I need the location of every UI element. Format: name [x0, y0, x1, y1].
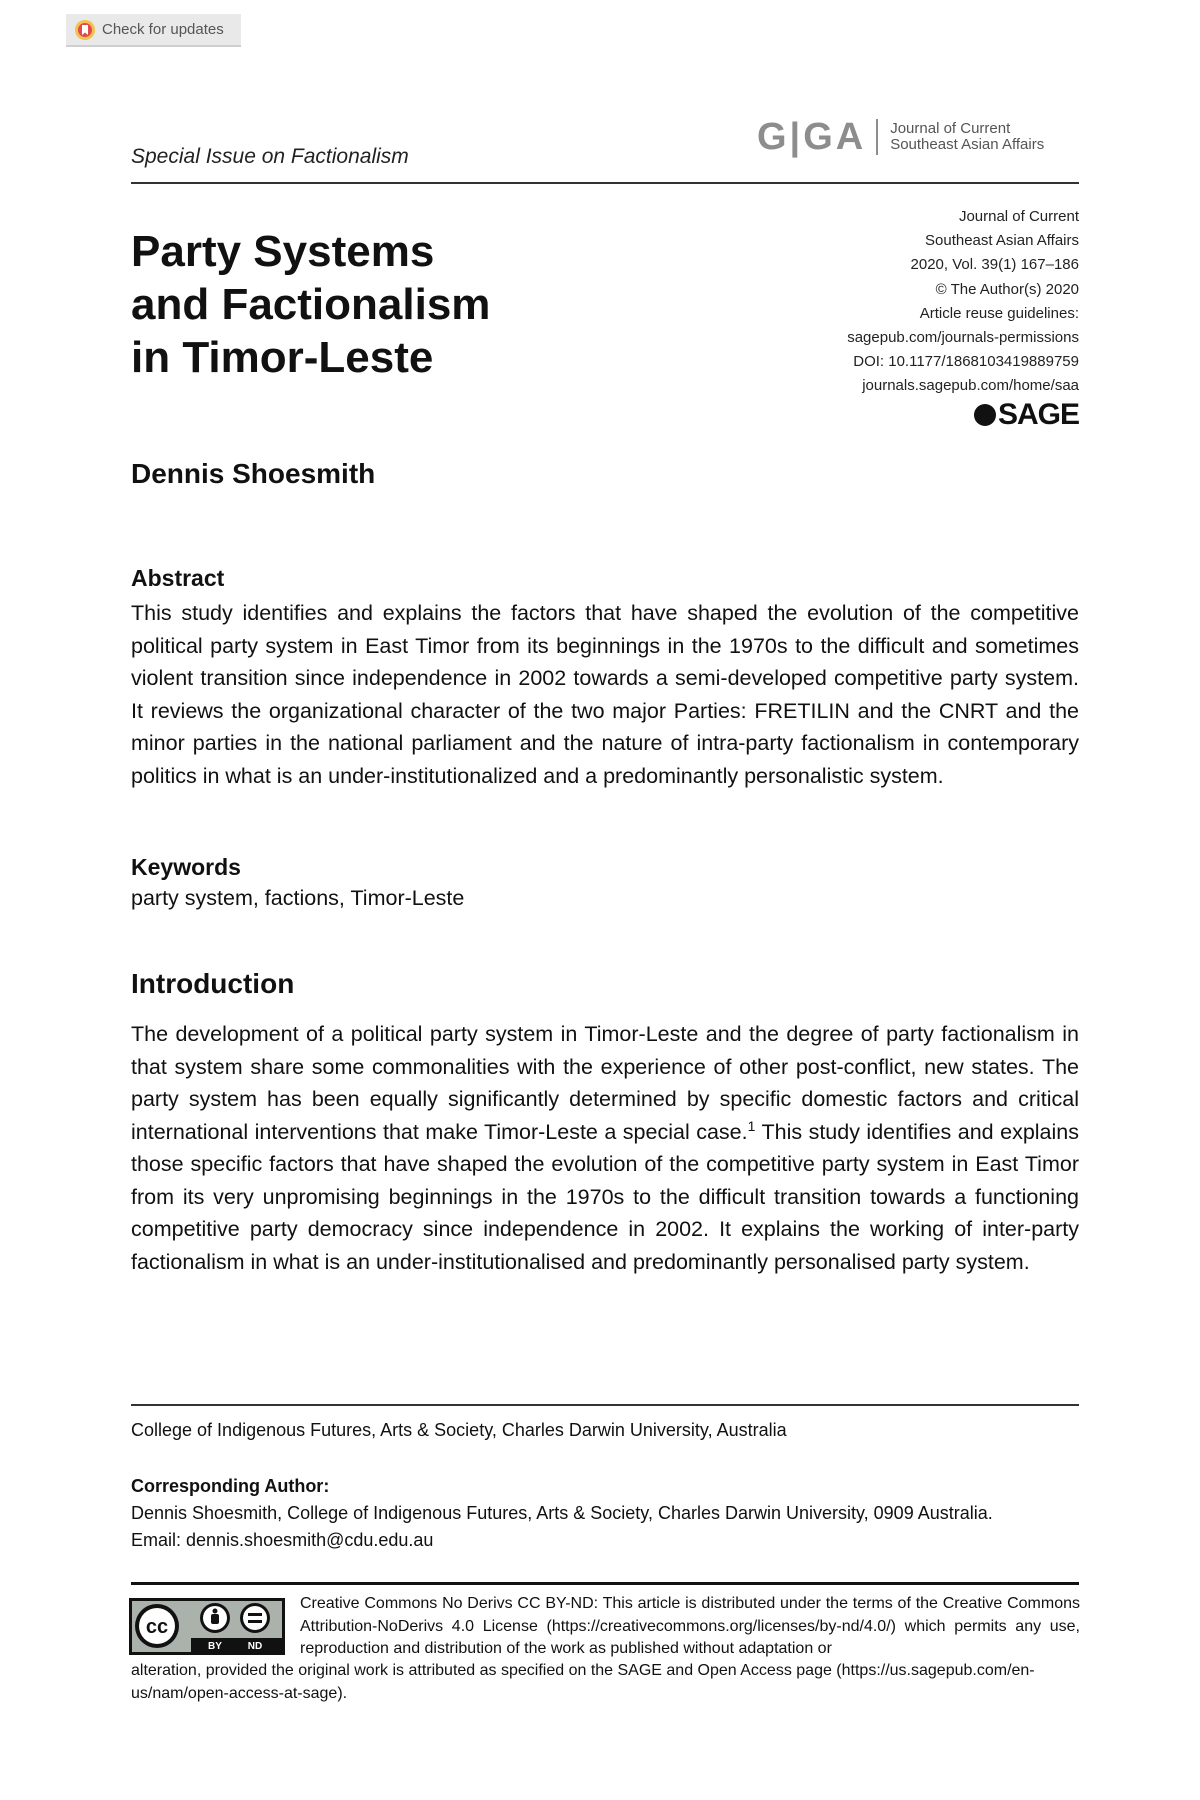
author-name: Dennis Shoesmith — [131, 458, 376, 489]
license-text: Creative Commons No Derivs CC BY-ND: This article is distributed under the terms of the Creative Commons Attribution-NoDerivs 4.0 License (https://creativecommons.org/licenses/by-nd/4.0/) which permits any use, reproduction and distribution of the work as published without adaptation or — [300, 1595, 1080, 1657]
keywords-heading: Keywords — [131, 854, 241, 880]
doi[interactable]: DOI: 10.1177/1868103419889759 — [853, 353, 1079, 371]
creative-commons-icon — [129, 1598, 285, 1655]
journal-name: Journal of Current Southeast Asian Affairs — [890, 120, 1045, 153]
giga-logo-mark: G|GA — [757, 116, 867, 158]
abstract-text: This study identifies and explains the factors that have shaped the evolution of the competitive political party system in East Timor from its beginnings in the 1970s to the difficult and sometimes violent transition since independence in 2002 towards a semi-developed competitive party system. It reviews the organizational character of the two major Parties: FRETILIN and the CNRT and the minor parties in the national parliament and the nature of intra-party factionalism in contemporary politics in what is an under-institutionalized and a predominantly personalistic system. — [131, 601, 1079, 788]
corresponding-author-email[interactable]: Email: dennis.shoesmith@cdu.edu.au — [131, 1530, 434, 1550]
bookmark-icon — [74, 19, 96, 41]
footnote-divider — [131, 1404, 1079, 1406]
corresponding-author-heading: Corresponding Author: — [131, 1476, 330, 1496]
giga-logo — [757, 118, 1044, 156]
sage-logo-mark — [974, 404, 996, 426]
article-metadata: Journal of Current Southeast Asian Affairs 2020, Vol. 39(1) 167–186 © The Author(s) 2020 Article reuse guidelines: sagepub.com/journals-permissions DOI: 10.1177/1868103419889759 journals.sagepub.com/home/saa — [847, 205, 1079, 399]
cc-label: cc — [145, 1616, 169, 1638]
article-title: Party Systems and Factionalism in Timor-Leste — [131, 227, 491, 382]
license-divider — [131, 1582, 1079, 1585]
license-text-continued: alteration, provided the original work is attributed as specified on the SAGE and Open Access page (https://us.sagepub.com/en-us/nam/open-access-at-sage). — [131, 1662, 1035, 1702]
introduction-heading: Introduction — [131, 968, 295, 999]
header-divider — [131, 182, 1079, 184]
permissions-link[interactable]: sagepub.com/journals-permissions — [847, 329, 1079, 347]
keywords-text: party system, factions, Timor-Leste — [131, 886, 465, 910]
sage-logo: SAGE — [974, 398, 1079, 432]
corresponding-author-address: Dennis Shoesmith, College of Indigenous Futures, Arts & Society, Charles Darwin University, 0909 Australia. — [131, 1503, 993, 1523]
journal-home-link[interactable]: journals.sagepub.com/home/saa — [862, 377, 1079, 395]
affiliation: College of Indigenous Futures, Arts & Society, Charles Darwin University, Australia — [131, 1420, 787, 1440]
special-issue-label: Special Issue on Factionalism — [131, 145, 409, 168]
footnote-marker[interactable]: 1 — [747, 1117, 756, 1134]
cc-nd-label: ND — [247, 1641, 263, 1652]
cc-by-label: BY — [208, 1641, 222, 1652]
check-for-updates-label: Check for updates — [102, 21, 224, 38]
introduction-text: The development of a political party system in Timor-Leste and the degree of party factionalism in that system share some commonalities with the experience of other post-conflict, new states. The party system has been equally significantly determined by specific domestic factors and critical international interventions that make Timor-Leste a special case.$^1$ This study identifies and explains those specific factors that have shaped the evolution of the competitive party system in East Timor from its very unpromising beginnings in the 1970s to the difficult transition towards a functioning competitive party democracy since independence in 2002. It explains the working of inter-party factionalism in what is an under-institutionalised and predominantly personalised party system. — [131, 1022, 1079, 1274]
check-for-updates-button[interactable] — [66, 14, 241, 47]
logo-divider — [876, 119, 878, 155]
abstract-heading: Abstract — [131, 565, 225, 591]
